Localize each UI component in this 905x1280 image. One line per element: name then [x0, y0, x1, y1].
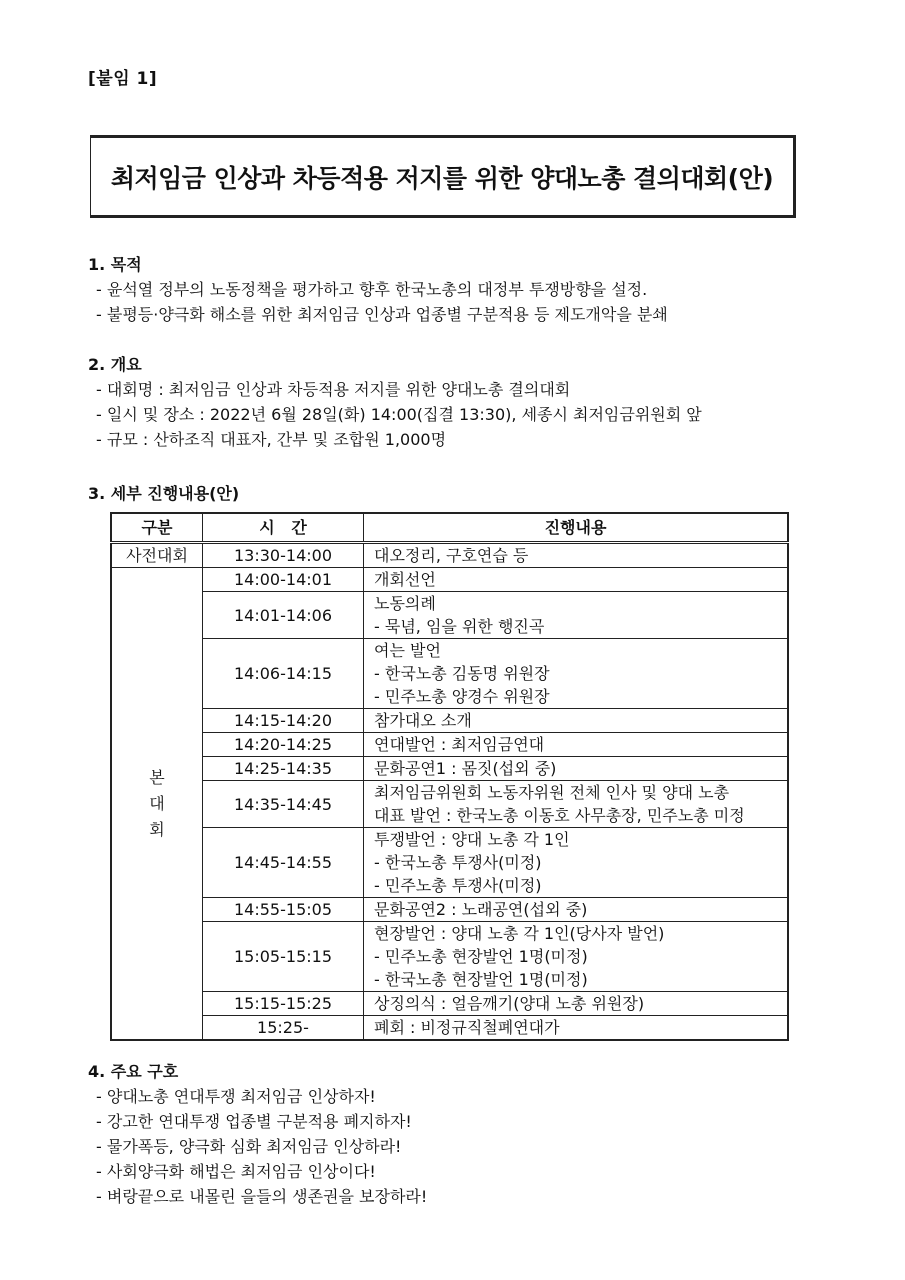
header-content: 진행내용 [364, 513, 789, 543]
row-content [364, 828, 789, 898]
section-purpose [88, 253, 808, 327]
row-time: 15:15-15:25 [203, 992, 364, 1016]
row-content [364, 922, 789, 992]
pre-event-category: 사전대회 [111, 543, 203, 568]
row-content-line: 문화공연1 : 몸짓(섭외 중) [374, 759, 557, 778]
section-slogans [88, 1060, 808, 1209]
row-content-line: 개회선언 [374, 570, 436, 589]
pre-event-time: 13:30-14:00 [203, 543, 364, 568]
row-content-line: - 민주노총 양경수 위원장 [374, 687, 550, 706]
main-event-category-char: 본 [149, 767, 165, 787]
row-content-line: 최저임금위원회 노동자위원 전체 인사 및 양대 노총 [374, 783, 730, 802]
table-row [111, 543, 788, 568]
row-content-line: 노동의례 [374, 594, 436, 613]
row-content-line: 투쟁발언 : 양대 노총 각 1인 [374, 830, 570, 849]
row-content-line: 문화공연2 : 노래공연(섭외 중) [374, 900, 588, 919]
row-time: 15:25- [203, 1016, 364, 1041]
table-row [111, 709, 788, 733]
row-content-line: 현장발언 : 양대 노총 각 1인(당사자 발언) [374, 924, 665, 943]
row-time: 14:15-14:20 [203, 709, 364, 733]
row-content-line: 연대발언 : 최저임금연대 [374, 735, 545, 754]
table-row [111, 568, 788, 592]
row-time: 14:06-14:15 [203, 639, 364, 709]
row-time: 14:20-14:25 [203, 733, 364, 757]
table-header-row [111, 513, 788, 543]
header-time: 시 간 [203, 513, 364, 543]
list-item: - 규모 : 산하조직 대표자, 간부 및 조합원 1,000명 [96, 430, 447, 449]
row-content [364, 568, 789, 592]
table-row [111, 592, 788, 639]
list-item: - 불평등·양극화 해소를 위한 최저임금 인상과 업종별 구분적용 등 제도개악을 분쇄 [96, 305, 668, 324]
list-item: - 양대노총 연대투쟁 최저임금 인상하자! [96, 1087, 376, 1106]
main-event-category [111, 568, 203, 1041]
row-content-line: - 한국노총 투쟁사(미정) [374, 853, 542, 872]
table-row [111, 898, 788, 922]
row-time: 14:00-14:01 [203, 568, 364, 592]
table-row [111, 639, 788, 709]
title-box [90, 135, 796, 218]
header-category: 구분 [111, 513, 203, 543]
row-time: 14:55-15:05 [203, 898, 364, 922]
table-row [111, 757, 788, 781]
pre-event-content: 대오정리, 구호연습 등 [364, 543, 789, 568]
section-heading: 2. 개요 [88, 355, 142, 374]
row-content-line: - 묵념, 임을 위한 행진곡 [374, 617, 545, 636]
row-content [364, 992, 789, 1016]
row-content [364, 757, 789, 781]
program-table [110, 512, 789, 1041]
document-title: 최저임금 인상과 차등적용 저지를 위한 양대노총 결의대회(안) [110, 163, 774, 193]
row-time: 14:01-14:06 [203, 592, 364, 639]
list-item: - 대회명 : 최저임금 인상과 차등적용 저지를 위한 양대노총 결의대회 [96, 380, 571, 399]
row-content [364, 592, 789, 639]
row-content [364, 898, 789, 922]
section-heading: 1. 목적 [88, 255, 142, 274]
section-heading: 3. 세부 진행내용(안) [88, 484, 240, 503]
row-time: 15:05-15:15 [203, 922, 364, 992]
section-overview [88, 353, 808, 452]
row-time: 14:45-14:55 [203, 828, 364, 898]
row-content-line: - 한국노총 김동명 위원장 [374, 664, 550, 683]
row-content [364, 1016, 789, 1041]
row-content-line: - 한국노총 현장발언 1명(미정) [374, 970, 588, 989]
row-content-line: 대표 발언 : 한국노총 이동호 사무총장, 민주노총 미정 [374, 806, 745, 825]
row-content-line: - 민주노총 투쟁사(미정) [374, 876, 542, 895]
table-row [111, 992, 788, 1016]
row-time: 14:35-14:45 [203, 781, 364, 828]
list-item: - 벼랑끝으로 내몰린 을들의 생존권을 보장하라! [96, 1187, 428, 1206]
main-event-category-char: 대 [149, 793, 165, 813]
table-row [111, 733, 788, 757]
list-item: - 사회양극화 해법은 최저임금 인상이다! [96, 1162, 376, 1181]
row-content-line: 상징의식 : 얼음깨기(양대 노총 위원장) [374, 994, 645, 1013]
list-item: - 윤석열 정부의 노동정책을 평가하고 향후 한국노총의 대정부 투쟁방향을 설정. [96, 280, 648, 299]
row-content-line: 폐회 : 비정규직철폐연대가 [374, 1018, 560, 1037]
section-heading: 4. 주요 구호 [88, 1062, 179, 1081]
row-content [364, 733, 789, 757]
section-program [88, 482, 808, 506]
table-row [111, 922, 788, 992]
attachment-label: [붙임 1] [88, 69, 158, 89]
row-content-line: - 민주노총 현장발언 1명(미정) [374, 947, 588, 966]
list-item: - 일시 및 장소 : 2022년 6월 28일(화) 14:00(집결 13:30), 세종시 최저임금위원회 앞 [96, 405, 702, 424]
table-row [111, 1016, 788, 1041]
table-row [111, 828, 788, 898]
row-content [364, 781, 789, 828]
row-content-line: 여는 발언 [374, 641, 441, 660]
row-time: 14:25-14:35 [203, 757, 364, 781]
table-row [111, 781, 788, 828]
list-item: - 강고한 연대투쟁 업종별 구분적용 폐지하자! [96, 1112, 412, 1131]
row-content-line: 참가대오 소개 [374, 711, 472, 730]
row-content [364, 639, 789, 709]
main-event-category-char: 회 [149, 819, 165, 839]
list-item: - 물가폭등, 양극화 심화 최저임금 인상하라! [96, 1137, 402, 1156]
row-content [364, 709, 789, 733]
